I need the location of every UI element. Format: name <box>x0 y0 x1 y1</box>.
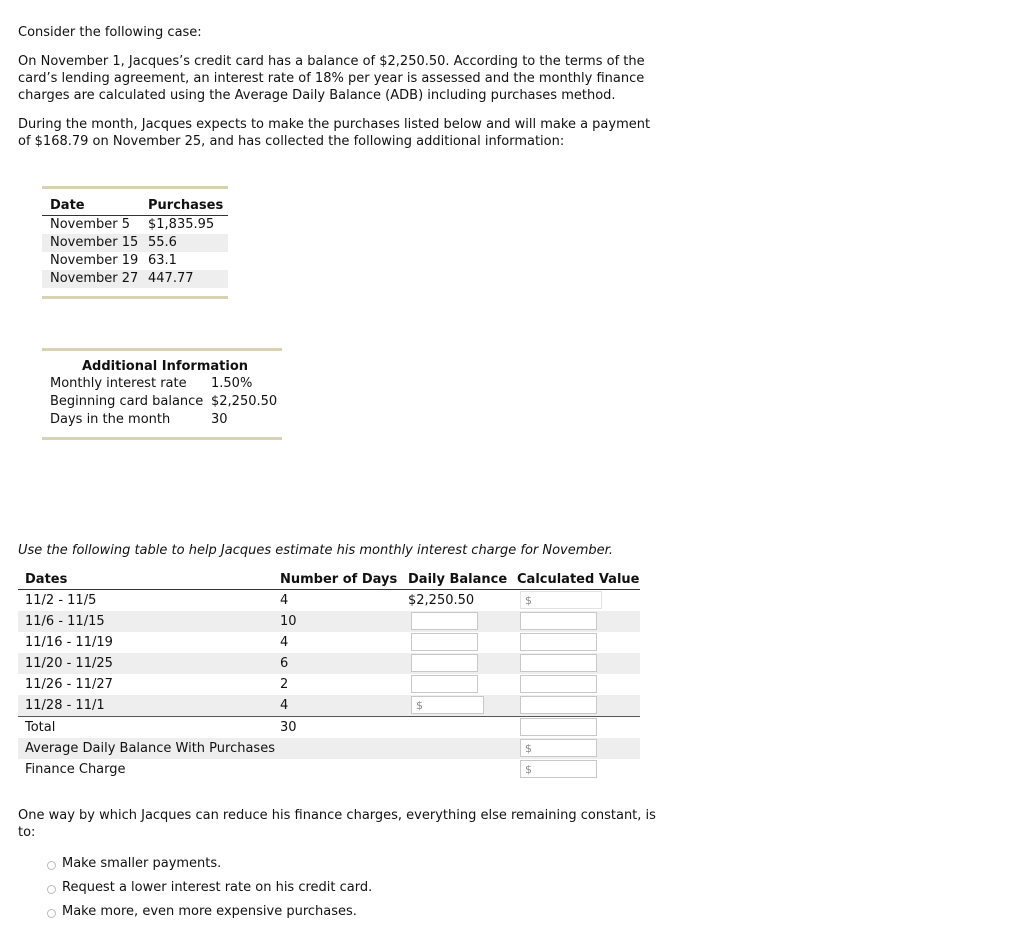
table-row <box>42 375 282 393</box>
dollar-sign: $ <box>525 763 532 776</box>
calculated-value-input[interactable] <box>520 633 597 651</box>
row-dates: 11/6 - 11/15 <box>25 614 105 629</box>
total-calculated-value-input[interactable] <box>520 718 597 736</box>
adb-label: Average Daily Balance With Purchases <box>25 741 275 756</box>
table-row <box>42 270 228 288</box>
table-row <box>18 674 640 695</box>
table-row <box>18 653 640 674</box>
finance-charge-input[interactable] <box>520 760 597 778</box>
total-days: 30 <box>280 720 297 735</box>
daily-balance-input[interactable] <box>411 696 484 714</box>
calculated-value-input[interactable] <box>520 654 597 672</box>
info-label: Beginning card balance <box>50 394 204 409</box>
calculated-value-input[interactable] <box>520 675 597 693</box>
info-label: Monthly interest rate <box>50 376 187 391</box>
info-value: $2,250.50 <box>211 394 278 409</box>
calculated-value-input[interactable] <box>520 696 597 714</box>
paragraph-line: On November 1, Jacques’s credit card has a balance of $2,250.50. According to the terms of the <box>18 54 645 69</box>
purchases-table <box>42 186 228 299</box>
paragraph-line: charges are calculated using the Average Daily Balance (ADB) including purchases method. <box>18 88 616 103</box>
adb-calculation-table <box>18 570 640 780</box>
dollar-sign: $ <box>416 699 423 712</box>
question-line: to: <box>18 825 36 840</box>
radio-option-2[interactable] <box>47 885 56 894</box>
row-dates: 11/16 - 11/19 <box>25 635 113 650</box>
paragraph-line: card’s lending agreement, an interest rate of 18% per year is assessed and the monthly finance <box>18 71 645 86</box>
row-days: 2 <box>280 677 289 692</box>
table-row <box>18 632 640 653</box>
purchases-header-date: Date <box>50 198 85 213</box>
calculated-value-input[interactable] <box>520 612 597 630</box>
purchase-date: November 15 <box>50 235 139 250</box>
row-dates: 11/26 - 11/27 <box>25 677 113 692</box>
row-daily-balance: $2,250.50 <box>408 593 475 608</box>
calculated-value-input[interactable] <box>520 591 602 609</box>
question-line: One way by which Jacques can reduce his finance charges, everything else remaining constant, is <box>18 808 656 823</box>
purchases-header-amount: Purchases <box>148 198 224 213</box>
adb-header-row <box>18 570 640 590</box>
row-days: 4 <box>280 635 289 650</box>
option-label-1[interactable]: Make smaller payments. <box>62 856 222 871</box>
table-instruction: Use the following table to help Jacques estimate his monthly interest charge for November. <box>18 543 613 558</box>
row-days: 4 <box>280 698 289 713</box>
intro-text: Consider the following case: <box>18 25 202 40</box>
table-row <box>18 695 640 716</box>
case-paragraph-1 <box>18 53 645 104</box>
option-label-3[interactable]: Make more, even more expensive purchases. <box>62 904 357 919</box>
total-row <box>18 716 640 738</box>
table-row <box>42 216 228 234</box>
adb-row <box>18 738 640 759</box>
purchase-amount: 63.1 <box>148 253 177 268</box>
purchase-date: November 19 <box>50 253 139 268</box>
table-row <box>42 411 282 429</box>
header-number-of-days: Number of Days <box>280 572 398 587</box>
dollar-sign: $ <box>525 594 532 607</box>
finance-charge-label: Finance Charge <box>25 762 126 777</box>
row-dates: 11/20 - 11/25 <box>25 656 113 671</box>
additional-info-title: Additional Information <box>82 359 249 374</box>
info-value: 1.50% <box>211 376 253 391</box>
purchase-date: November 27 <box>50 271 139 286</box>
row-dates: 11/2 - 11/5 <box>25 593 97 608</box>
header-daily-balance: Daily Balance <box>408 572 508 587</box>
additional-info-table <box>42 348 282 440</box>
finance-charge-row <box>18 759 640 780</box>
dollar-sign: $ <box>525 742 532 755</box>
paragraph-line: of $168.79 on November 25, and has collected the following additional information: <box>18 134 565 149</box>
radio-option-1[interactable] <box>47 861 56 870</box>
row-days: 4 <box>280 593 289 608</box>
question-text <box>18 807 656 841</box>
table-row <box>18 611 640 632</box>
table-row <box>18 590 640 611</box>
adb-input[interactable] <box>520 739 597 757</box>
table-row <box>42 393 282 411</box>
info-label: Days in the month <box>50 412 171 427</box>
purchases-header-row <box>42 195 228 216</box>
row-days: 10 <box>280 614 297 629</box>
row-dates: 11/28 - 11/1 <box>25 698 105 713</box>
header-dates: Dates <box>25 572 68 587</box>
paragraph-line: During the month, Jacques expects to make the purchases listed below and will make a payment <box>18 117 651 132</box>
daily-balance-input[interactable] <box>411 612 478 630</box>
total-label: Total <box>25 720 56 735</box>
info-value: 30 <box>211 412 228 427</box>
option-label-2[interactable]: Request a lower interest rate on his credit card. <box>62 880 373 895</box>
daily-balance-input[interactable] <box>411 654 478 672</box>
table-row <box>42 234 228 252</box>
daily-balance-input[interactable] <box>411 633 478 651</box>
row-days: 6 <box>280 656 289 671</box>
case-paragraph-2 <box>18 116 650 150</box>
purchase-date: November 5 <box>50 217 131 232</box>
purchase-amount: 447.77 <box>148 271 194 286</box>
radio-option-3[interactable] <box>47 909 56 918</box>
table-row <box>42 252 228 270</box>
header-calculated-value: Calculated Value <box>517 572 640 587</box>
purchase-amount: 55.6 <box>148 235 177 250</box>
purchase-amount: $1,835.95 <box>148 217 215 232</box>
daily-balance-input[interactable] <box>411 675 478 693</box>
